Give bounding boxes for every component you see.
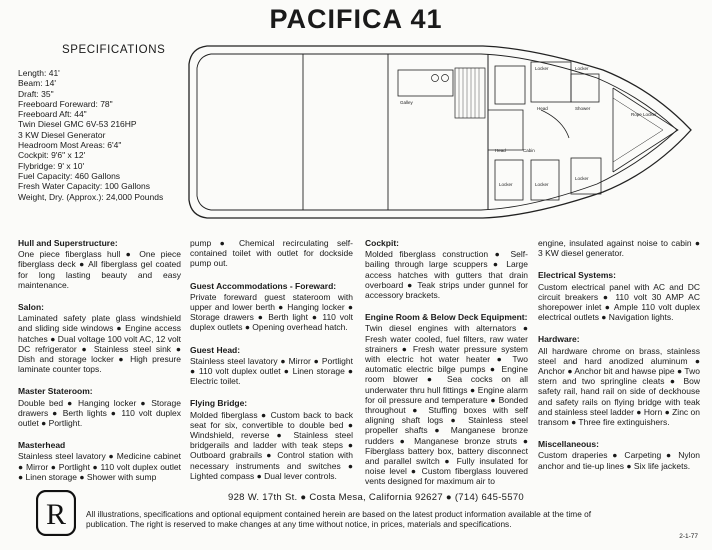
spec-item: Length: 41' [18,68,60,78]
section-heading: Cockpit: [365,238,399,248]
section-body: Molded fiberglass construction ● Self-bailing through large scuppers ● Large access hatches with gutters that drain overboard ● Teak strips under gunnel for accessory brackets. [365,249,528,301]
section-hardware [538,334,700,427]
plan-label-shower: Shower [575,106,591,111]
section-body: Molded fiberglass ● Custom back to back seat for six, convertible to double bed ● Windshield, reverse ● Stainless steel bridgerails and ladder with teak steps ● Outboard grabrails ● Control station with necessary instruments and switches ● Lighted compass ● Dual lever controls. [190,409,353,481]
deck-plan-drawing [183,40,695,222]
plan-label-locker: Locker [499,182,513,187]
spec-item: Freeboard Aft: 44" [18,109,87,120]
section-body: Stainless steel lavatory ● Mirror ● Portlight ● 110 volt duplex outlet ● Linen storage ● Electric toilet. [190,355,353,387]
section-masterhead [18,440,181,482]
section-body: Private foreward guest stateroom with upper and lower berth ● Hanging locker ● Storage drawers ● Berth light ● 110 volt duplex outlets ● Opening overhead hatch. [190,291,353,333]
plan-label-locker: Locker [575,66,589,71]
section-cockpit [365,238,528,300]
section-flying-bridge [190,398,353,481]
spec-item: Beam: 14' [18,78,57,89]
plan-label-head: Head [537,106,548,111]
section-electrical [538,270,700,322]
column-3 [365,238,528,499]
section-hull [18,238,181,290]
section-engine-room [365,312,528,486]
section-body: Twin diesel engines with alternators ● Fresh water cooled, fuel filters, raw water strainers ● Fresh water pressure system with electric hot water heater ● Two automatic electric bilge pumps ● Engine room blower ● Sea cocks on all underwater thru hull fittings ● Engine alarm for oil pressure and temperature ● Bonded throughout ● Stuffing boxes with self aligning shaft logs ● Stainless steel propeller shafts ● Manganese bronze rudders ● Manganese bronze struts ● Fiberglass battery box, battery disconnect and parallel switch ● Fully insulated for noise level ● Custom fiberglass louvered vents designed for maximum air to [365,323,528,487]
section-heading: Engine Room & Below Deck Equipment: [365,312,528,323]
plan-label-rope-locker: Rope Locker [631,112,657,117]
section-heading: Miscellaneous: [538,439,599,450]
specifications-block [18,44,188,202]
plan-label-head: Head [495,148,506,153]
spec-item: 3 KW Diesel Generator [18,129,106,140]
specifications-heading: SPECIFICATIONS [62,44,166,56]
section-heading: Electrical Systems: [538,270,616,281]
section-miscellaneous [538,439,700,471]
section-guest-head [190,345,353,387]
column-4 [538,238,700,483]
plan-label-locker: Locker [575,176,589,181]
plan-label-cabin: Cabin [523,148,535,153]
section-heading: Master Stateroom: [18,386,93,397]
plan-label-galley: Galley [400,100,413,105]
section-body: Stainless steel lavatory ● Medicine cabinet ● Mirror ● Portlight ● 110 volt duplex outlet ● Linen storage ● Shower with sump [18,451,181,482]
spec-item: Headroom Most Areas: 6'4" [18,140,122,151]
spec-item: Fresh Water Capacity: 100 Gallons [18,181,150,192]
logo-letter: R [45,498,67,531]
specifications-list [18,68,188,202]
section-body: One piece fiberglass hull ● One piece fiberglass deck ● All fiberglass gel coated for long lasting beauty and easy maintenance. [18,249,181,290]
section-body: Double bed ● Hanging locker ● Storage drawers ● Berth lights ● 110 volt duplex outlet ● Portlight. [18,397,181,429]
section-heading: Hull and Superstructure: [18,238,118,248]
spec-item: Cockpit: 9'6" x 12' [18,150,86,161]
column-1 [18,238,181,494]
section-heading: Guest Accommodations - Foreward: [190,280,337,291]
disclaimer-text: All illustrations, specifications and optional equipment contained herein are based on the latest product information available at the time of publication. The right is reserved to make changes at any time without notice, in prices, materials and specifications. [86,509,592,530]
masterhead-continued: pump ● Chemical recirculating self-contained toilet with outlet for dockside pump out. [190,238,353,269]
spec-item: Fuel Capacity: 460 Gallons [18,170,121,181]
spec-item: Twin Diesel GMC 6V-53 216HP [18,119,137,130]
plan-label-locker: Locker [535,182,549,187]
section-body: Laminated safety plate glass windshield and sliding side windows ● Engine access hatches ● Dual voltage 100 volt AC, 12 volt DC refrigerator ● Stainless steel sink ● Dish and storage locker ● High presure laminate counter tops. [18,313,181,375]
section-body: Custom draperies ● Carpeting ● Nylon anchor and tie-up lines ● Six life jackets. [538,450,700,471]
plan-label-locker: Locker [535,66,549,71]
date-code: 2-1-77 [679,533,698,540]
section-guest-accommodations [190,281,353,333]
section-heading: Masterhead [18,440,66,451]
spec-item: Draft: 35" [18,88,54,99]
column-2 [190,238,353,493]
section-heading: Salon: [18,302,44,313]
section-body: All hardware chrome on brass, stainless steel and hard anodized aluminum ● Anchor ● Anchor bit and hawse pipe ● Two stern and two springline cleats ● Bow safety rail, hand rail on side of deckhouse and safety rails on flying bridge with teak and stainless steel ladder ● Horn ● Zinc on transom ● Three fire extinguishers. [538,345,700,428]
section-master-stateroom [18,386,181,428]
section-heading: Flying Bridge: [190,398,248,409]
spec-item: Flybridge: 9' x 10' [18,160,85,171]
page-title: PACIFICA 41 [269,4,443,34]
section-salon [18,302,181,374]
section-heading: Hardware: [538,334,580,345]
company-address: 928 W. 17th St. ● Costa Mesa, California 92627 ● (714) 645-5570 [228,492,525,503]
spec-item: Freeboard Foreward: 78" [18,98,113,109]
spec-item: Weight, Dry. (Approx.): 24,000 Pounds [18,191,164,202]
company-logo [36,490,76,536]
section-heading: Guest Head: [190,344,241,355]
engine-room-continued: engine, insulated against noise to cabin ● 3 KW diesel generator. [538,238,700,259]
section-body: Custom electrical panel with AC and DC circuit breakers ● 110 volt 30 AMP AC shorepower inlet ● Ample 110 volt duplex electrical outlets ● Navigation lights. [538,281,700,323]
equipment-columns [18,238,700,487]
